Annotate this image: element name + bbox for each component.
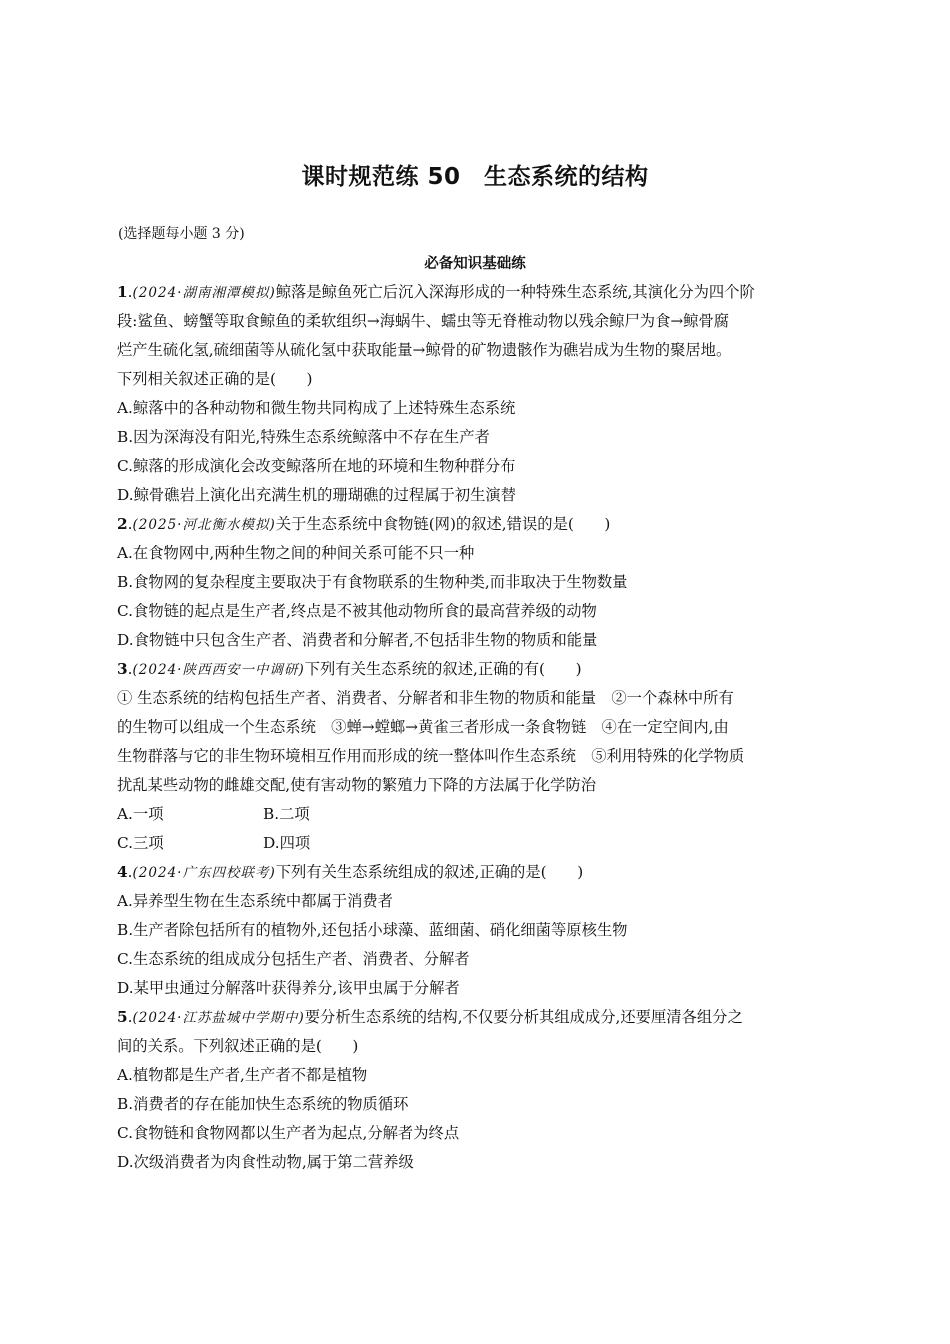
option-c[interactable]: C.鲸落的形成演化会改变鲸落所在地的环境和生物种群分布: [117, 457, 516, 475]
question-source: (2024·江苏盐城中学期中): [132, 1010, 305, 1026]
question-source: (2024·广东四校联考): [132, 865, 276, 881]
option-c[interactable]: C.食物链的起点是生产者,终点是不被其他动物所食的最高营养级的动物: [117, 602, 597, 620]
option-c[interactable]: C.生态系统的组成成分包括生产者、消费者、分解者: [117, 950, 470, 968]
question-stem: 下列有关生态系统组成的叙述,正确的是( ): [275, 863, 584, 881]
question-stem: 鲸落是鲸鱼死亡后沉入深海形成的一种特殊生态系统,其演化分为四个阶: [275, 283, 755, 301]
question-number: 3: [117, 660, 128, 678]
question-2: 2.(2025·河北衡水模拟)关于生态系统中食物链(网)的叙述,错误的是( ) A.在食物网中,两种生物之间的种间关系可能不只一种 B.食物网的复杂程度主要取决于有食物联系的生物种类,而非取决于生物数量 C.食物链的起点是生产者,终点是不被其他动物所食的最高营养级的动物 D.食物链中只包含生产者、消费者和分解者,不包括非生物的物质和能量: [117, 510, 839, 655]
option-d[interactable]: D.食物链中只包含生产者、消费者和分解者,不包括非生物的物质和能量: [117, 631, 598, 649]
question-source: (2024·陕西西安一中调研): [132, 662, 305, 678]
question-stem: 段:鲨鱼、螃蟹等取食鲸鱼的柔软组织→海蜗牛、蠕虫等无脊椎动物以残余鲸尸为食→鲸骨腐: [117, 312, 730, 330]
question-number: 2: [117, 515, 128, 533]
statement-line: 的生物可以组成一个生态系统 ③蝉→螳螂→黄雀三者形成一条食物链 ④在一定空间内,由: [117, 718, 729, 736]
statement-line: 生物群落与它的非生物环境相互作用而形成的统一整体叫作生态系统 ⑤利用特殊的化学物质: [117, 747, 745, 765]
question-stem: 间的关系。下列叙述正确的是( ): [117, 1037, 359, 1055]
statement-line: 扰乱某些动物的雌雄交配,使有害动物的繁殖力下降的方法属于化学防治: [117, 776, 597, 794]
option-a[interactable]: A.异养型生物在生态系统中都属于消费者: [117, 892, 393, 910]
section-heading: 必备知识基础练: [424, 256, 526, 272]
page-title: 课时规范练 50 生态系统的结构: [301, 164, 649, 190]
option-c[interactable]: C.食物链和食物网都以生产者为起点,分解者为终点: [117, 1124, 460, 1142]
option-b[interactable]: B.因为深海没有阳光,特殊生态系统鲸落中不存在生产者: [117, 428, 490, 446]
question-stem: 下列有关生态系统的叙述,正确的有( ): [304, 660, 582, 678]
option-d[interactable]: D.鲸骨礁岩上演化出充满生机的珊瑚礁的过程属于初生演替: [117, 486, 517, 504]
option-b[interactable]: B.消费者的存在能加快生态系统的物质循环: [117, 1095, 409, 1113]
question-1: 1.(2024·湖南湘潭模拟)鲸落是鲸鱼死亡后沉入深海形成的一种特殊生态系统,其演化分为四个阶 段:鲨鱼、螃蟹等取食鲸鱼的柔软组织→海蜗牛、蠕虫等无脊椎动物以残余鲸尸为食→鲸骨腐 烂产生硫化氢,硫细菌等从硫化氢中获取能量→鲸骨的矿物遗骸作为礁岩成为生物的聚居地。 下列相关叙述正确的是( ) A.鲸落中的各种动物和微生物共同构成了上述特殊生态系统 B.因为深海没有阳光,特殊生态系统鲸落中不存在生产者 C.鲸落的形成演化会改变鲸落所在地的环境和生物种群分布 D.鲸骨礁岩上演化出充满生机的珊瑚礁的过程属于初生演替: [117, 278, 839, 510]
question-list: [117, 278, 839, 1177]
question-4: 4.(2024·广东四校联考)下列有关生态系统组成的叙述,正确的是( ) A.异养型生物在生态系统中都属于消费者 B.生产者除包括所有的植物外,还包括小球藻、蓝细菌、硝化细菌等原核生物 C.生态系统的组成成分包括生产者、消费者、分解者 D.某甲虫通过分解落叶获得养分,该甲虫属于分解者: [117, 858, 839, 1003]
score-note: (选择题每小题 3 分): [118, 226, 245, 242]
option-b[interactable]: B.生产者除包括所有的植物外,还包括小球藻、蓝细菌、硝化细菌等原核生物: [117, 921, 628, 939]
option-b[interactable]: B.二项: [263, 805, 310, 823]
question-source: (2025·河北衡水模拟): [132, 517, 276, 533]
question-number: 4: [117, 863, 128, 881]
option-c[interactable]: C.三项: [117, 834, 164, 852]
question-3: 3.(2024·陕西西安一中调研)下列有关生态系统的叙述,正确的有( ) ① 生态系统的结构包括生产者、消费者、分解者和非生物的物质和能量 ②一个森林中所有 的生物可以组成一个生态系统 ③蝉→螳螂→黄雀三者形成一条食物链 ④在一定空间内,由 生物群落与它的非生物环境相互作用而形成的统一整体叫作生态系统 ⑤利用特殊的化学物质 扰乱某些动物的雌雄交配,使有害动物的繁殖力下降的方法属于化学防治 A.一项 B.二项 C.三项 D.四项: [117, 655, 839, 858]
question-5: 5.(2024·江苏盐城中学期中)要分析生态系统的结构,不仅要分析其组成成分,还要厘清各组分之 间的关系。下列叙述正确的是( ) A.植物都是生产者,生产者不都是植物 B.消费者的存在能加快生态系统的物质循环 C.食物链和食物网都以生产者为起点,分解者为终点 D.次级消费者为肉食性动物,属于第二营养级: [117, 1003, 839, 1177]
option-d[interactable]: D.四项: [263, 834, 311, 852]
question-number: 5: [117, 1008, 128, 1026]
option-row: [117, 800, 839, 829]
option-d[interactable]: D.次级消费者为肉食性动物,属于第二营养级: [117, 1153, 414, 1171]
statement-line: ① 生态系统的结构包括生产者、消费者、分解者和非生物的物质和能量 ②一个森林中所有: [117, 689, 734, 707]
option-a[interactable]: A.在食物网中,两种生物之间的种间关系可能不只一种: [117, 544, 475, 562]
question-number: 1: [117, 283, 128, 301]
option-row: [117, 829, 839, 858]
question-stem: 烂产生硫化氢,硫细菌等从硫化氢中获取能量→鲸骨的矿物遗骸作为礁岩成为生物的聚居地。: [117, 341, 732, 359]
option-b[interactable]: B.食物网的复杂程度主要取决于有食物联系的生物种类,而非取决于生物数量: [117, 573, 628, 591]
option-d[interactable]: D.某甲虫通过分解落叶获得养分,该甲虫属于分解者: [117, 979, 460, 997]
question-stem: 下列相关叙述正确的是( ): [117, 370, 313, 388]
option-a[interactable]: A.植物都是生产者,生产者不都是植物: [117, 1066, 368, 1084]
question-stem: 要分析生态系统的结构,不仅要分析其组成成分,还要厘清各组分之: [304, 1008, 743, 1026]
question-source: (2024·湖南湘潭模拟): [132, 285, 276, 301]
question-stem: 关于生态系统中食物链(网)的叙述,错误的是( ): [275, 515, 611, 533]
option-a[interactable]: A.一项: [117, 805, 164, 823]
option-a[interactable]: A.鲸落中的各种动物和微生物共同构成了上述特殊生态系统: [117, 399, 516, 417]
